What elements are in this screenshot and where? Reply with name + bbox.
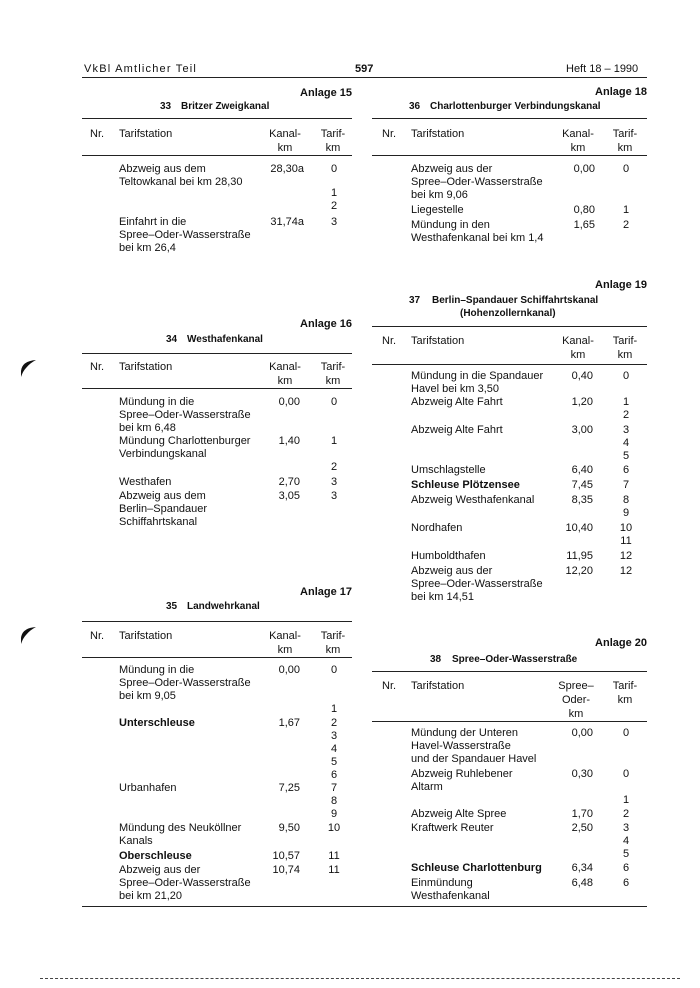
km-cell: 3,05: [278, 490, 300, 502]
km-cell: 6,48: [571, 877, 593, 889]
annex-label: Anlage 15: [300, 87, 352, 99]
header-rule: [82, 657, 352, 658]
table-number: 34: [166, 334, 178, 345]
tarif-cell: 12: [619, 550, 633, 562]
col-header-nr: Nr.: [90, 630, 105, 642]
table-row: Westhafen: [119, 476, 172, 488]
annex-label: Anlage 20: [595, 637, 647, 649]
scan-artifact-line: [40, 978, 680, 979]
header-rule: [82, 77, 647, 78]
tarif-cell: 10 11: [619, 522, 633, 547]
tarif-cell: 1 2: [622, 396, 630, 421]
km-cell: 11,95: [566, 550, 593, 562]
tarif-cell: 1: [330, 703, 338, 715]
table-row: Abzweig aus der Spree–Oder-Wasserstraße bei km 9,06: [411, 163, 543, 201]
col-header-km: Kanal- km: [269, 128, 301, 154]
header-rule: [82, 155, 352, 156]
table-row: Einfahrt in die Spree–Oder-Wasserstraße bei km 26,4: [119, 216, 251, 254]
annex-label: Anlage 18: [595, 86, 647, 98]
col-header-nr: Nr.: [90, 128, 105, 140]
km-cell: 1,20: [571, 396, 593, 408]
col-header-nr: Nr.: [382, 335, 397, 347]
km-cell: 1,65: [573, 219, 595, 231]
tarif-cell: 3: [330, 216, 338, 228]
header-rule: [372, 155, 647, 156]
table-row: Schleuse Plötzensee: [411, 479, 520, 491]
tarif-cell: 1: [622, 794, 630, 806]
tarif-cell: 8 9: [622, 494, 630, 519]
table-number: 35: [166, 601, 178, 612]
km-cell: 8,35: [571, 494, 593, 506]
col-header-tarif: Tarif- km: [612, 335, 638, 361]
table-row: Abzweig Alte Fahrt: [411, 424, 503, 436]
col-header-tarif: Tarif- km: [320, 361, 346, 387]
table-row: Humboldthafen: [411, 550, 486, 562]
tarif-cell: 11: [328, 850, 340, 862]
table-row: Oberschleuse: [119, 850, 192, 862]
table-row: Mündung der Unteren Havel-Wasserstraße und der Spandauer Havel: [411, 727, 537, 765]
km-cell: 0,30: [571, 768, 593, 780]
table-row: Mündung Charlottenburger Verbindungskanal: [119, 435, 251, 460]
table-row: Unterschleuse: [119, 717, 195, 729]
col-header-tarif: Tarif- km: [612, 680, 638, 706]
col-header-km: Kanal- km: [269, 361, 301, 387]
col-header-nr: Nr.: [90, 361, 105, 373]
tarif-cell: 1: [330, 435, 338, 447]
col-header-station: Tarifstation: [119, 630, 173, 642]
table-subtitle: (Hohenzollernkanal): [460, 308, 556, 319]
col-header-tarif: Tarif- km: [320, 630, 346, 656]
table-top-rule: [82, 353, 352, 354]
km-cell: 12,20: [565, 565, 593, 577]
tarif-cell: 0: [622, 727, 630, 739]
km-cell: 10,40: [565, 522, 593, 534]
col-header-nr: Nr.: [382, 680, 397, 692]
table-top-rule: [82, 118, 352, 119]
table-row: Abzweig aus dem Teltowkanal bei km 28,30: [119, 163, 243, 188]
km-cell: 0,00: [278, 664, 300, 676]
table-top-rule: [372, 118, 647, 119]
table-row: Abzweig Westhafenkanal: [411, 494, 535, 506]
km-cell: 3,00: [571, 424, 593, 436]
tarif-cell: 0: [622, 768, 630, 780]
km-cell: 7,45: [571, 479, 593, 491]
col-header-nr: Nr.: [382, 128, 397, 140]
col-header-station: Tarifstation: [411, 128, 465, 140]
table-title: Westhafenkanal: [187, 334, 263, 345]
table-row: Umschlagstelle: [411, 464, 486, 476]
km-cell: 0,00: [278, 396, 300, 408]
tarif-cell: 6: [622, 862, 630, 874]
annex-label: Anlage 19: [595, 279, 647, 291]
km-cell: 1,70: [571, 808, 593, 820]
header-rule: [82, 388, 352, 389]
tarif-cell: 7 8 9: [330, 782, 338, 820]
km-cell: 7,25: [278, 782, 300, 794]
tarif-cell: 10: [327, 822, 341, 834]
km-cell: 28,30a: [270, 163, 304, 175]
col-header-tarif: Tarif- km: [612, 128, 638, 154]
tarif-cell: 2: [330, 461, 338, 473]
table-row: Mündung in den Westhafenkanal bei km 1,4: [411, 219, 544, 244]
annex-label: Anlage 17: [300, 586, 352, 598]
table-top-rule: [82, 621, 352, 622]
table-row: Abzweig Alte Spree: [411, 808, 507, 820]
km-cell: 6,40: [571, 464, 593, 476]
tarif-cell: 0: [622, 163, 630, 175]
km-cell: 0,00: [573, 163, 595, 175]
km-cell: 2,70: [278, 476, 300, 488]
table-row: Abzweig Alte Fahrt: [411, 396, 503, 408]
km-cell: 6,34: [571, 862, 593, 874]
tarif-cell: 12: [619, 565, 633, 577]
table-row: Liegestelle: [411, 204, 464, 216]
tarif-cell: 0: [330, 396, 338, 408]
table-row: Schleuse Charlottenburg: [411, 862, 542, 874]
km-cell: 0,80: [573, 204, 595, 216]
running-header-right: Heft 18 – 1990: [566, 63, 639, 75]
tarif-cell: 2: [622, 219, 630, 231]
header-rule: [372, 721, 647, 722]
km-cell: 0,40: [571, 370, 593, 382]
punch-hole-mark: [18, 624, 42, 646]
col-header-km: Kanal- km: [269, 630, 301, 656]
table-top-rule: [372, 326, 647, 327]
table-title: Spree–Oder-Wasserstraße: [452, 654, 578, 665]
punch-hole-mark: [18, 357, 42, 379]
col-header-station: Tarifstation: [119, 128, 173, 140]
tarif-cell: 6: [622, 464, 630, 476]
table-row: Mündung in die Spree–Oder-Wasserstraße bei km 9,05: [119, 664, 251, 702]
col-header-km: Kanal- km: [562, 335, 594, 361]
table-number: 36: [409, 101, 421, 112]
km-cell: 31,74a: [270, 216, 304, 228]
tarif-cell: 2 3 4 5 6: [330, 717, 338, 781]
header-rule: [372, 364, 647, 365]
tarif-cell: 1: [330, 187, 338, 199]
table-number: 37: [409, 295, 421, 306]
table-row: Mündung in die Spree–Oder-Wasserstraße bei km 6,48: [119, 396, 251, 434]
annex-label: Anlage 16: [300, 318, 352, 330]
col-header-km: Kanal- km: [562, 128, 594, 154]
table-title: Charlottenburger Verbindungskanal: [430, 101, 601, 112]
tarif-cell: 2: [622, 808, 630, 820]
col-header-tarif: Tarif- km: [320, 128, 346, 154]
table-row: Urbanhafen: [119, 782, 177, 794]
tarif-cell: 3: [330, 490, 338, 502]
table-row: Nordhafen: [411, 522, 463, 534]
table-row: Einmündung Westhafenkanal: [411, 877, 490, 902]
tarif-cell: 0: [330, 664, 338, 676]
km-cell: 1,40: [278, 435, 300, 447]
table-row: Abzweig Ruhlebener Altarm: [411, 768, 513, 793]
km-cell: 2,50: [571, 822, 593, 834]
table-row: Kraftwerk Reuter: [411, 822, 494, 834]
km-cell: 0,00: [571, 727, 593, 739]
table-row: Abzweig aus der Spree–Oder-Wasserstraße bei km 21,20: [119, 864, 251, 902]
col-header-km: Spree– Oder- km: [558, 680, 594, 720]
table-top-rule: [372, 671, 647, 672]
tarif-cell: 0: [622, 370, 630, 382]
table-title: Britzer Zweigkanal: [181, 101, 270, 112]
tarif-cell: 11: [328, 864, 340, 876]
km-cell: 10,57: [272, 850, 300, 862]
tarif-cell: 7: [622, 479, 630, 491]
km-cell: 9,50: [278, 822, 300, 834]
table-title: Berlin–Spandauer Schiffahrtskanal: [432, 295, 599, 306]
table-row: Abzweig aus der Spree–Oder-Wasserstraße bei km 14,51: [411, 565, 543, 603]
tarif-cell: 2: [330, 200, 338, 212]
bottom-rule: [82, 906, 647, 907]
tarif-cell: 3: [330, 476, 338, 488]
page-number: 597: [355, 63, 374, 75]
table-row: Mündung in die Spandauer Havel bei km 3,50: [411, 370, 544, 395]
table-number: 33: [160, 101, 172, 112]
tarif-cell: 3 4 5: [622, 822, 630, 860]
km-cell: 10,74: [272, 864, 300, 876]
tarif-cell: 6: [622, 877, 630, 889]
col-header-station: Tarifstation: [411, 680, 465, 692]
table-number: 38: [430, 654, 442, 665]
tarif-cell: 0: [330, 163, 338, 175]
running-header-left: VkBl Amtlicher Teil: [84, 63, 198, 75]
col-header-station: Tarifstation: [119, 361, 173, 373]
table-row: Mündung des Neuköllner Kanals: [119, 822, 242, 847]
tarif-cell: 3 4 5: [622, 424, 630, 462]
col-header-station: Tarifstation: [411, 335, 465, 347]
table-title: Landwehrkanal: [187, 601, 260, 612]
tarif-cell: 1: [622, 204, 630, 216]
table-row: Abzweig aus dem Berlin–Spandauer Schiffahrtskanal: [119, 490, 208, 528]
km-cell: 1,67: [278, 717, 300, 729]
